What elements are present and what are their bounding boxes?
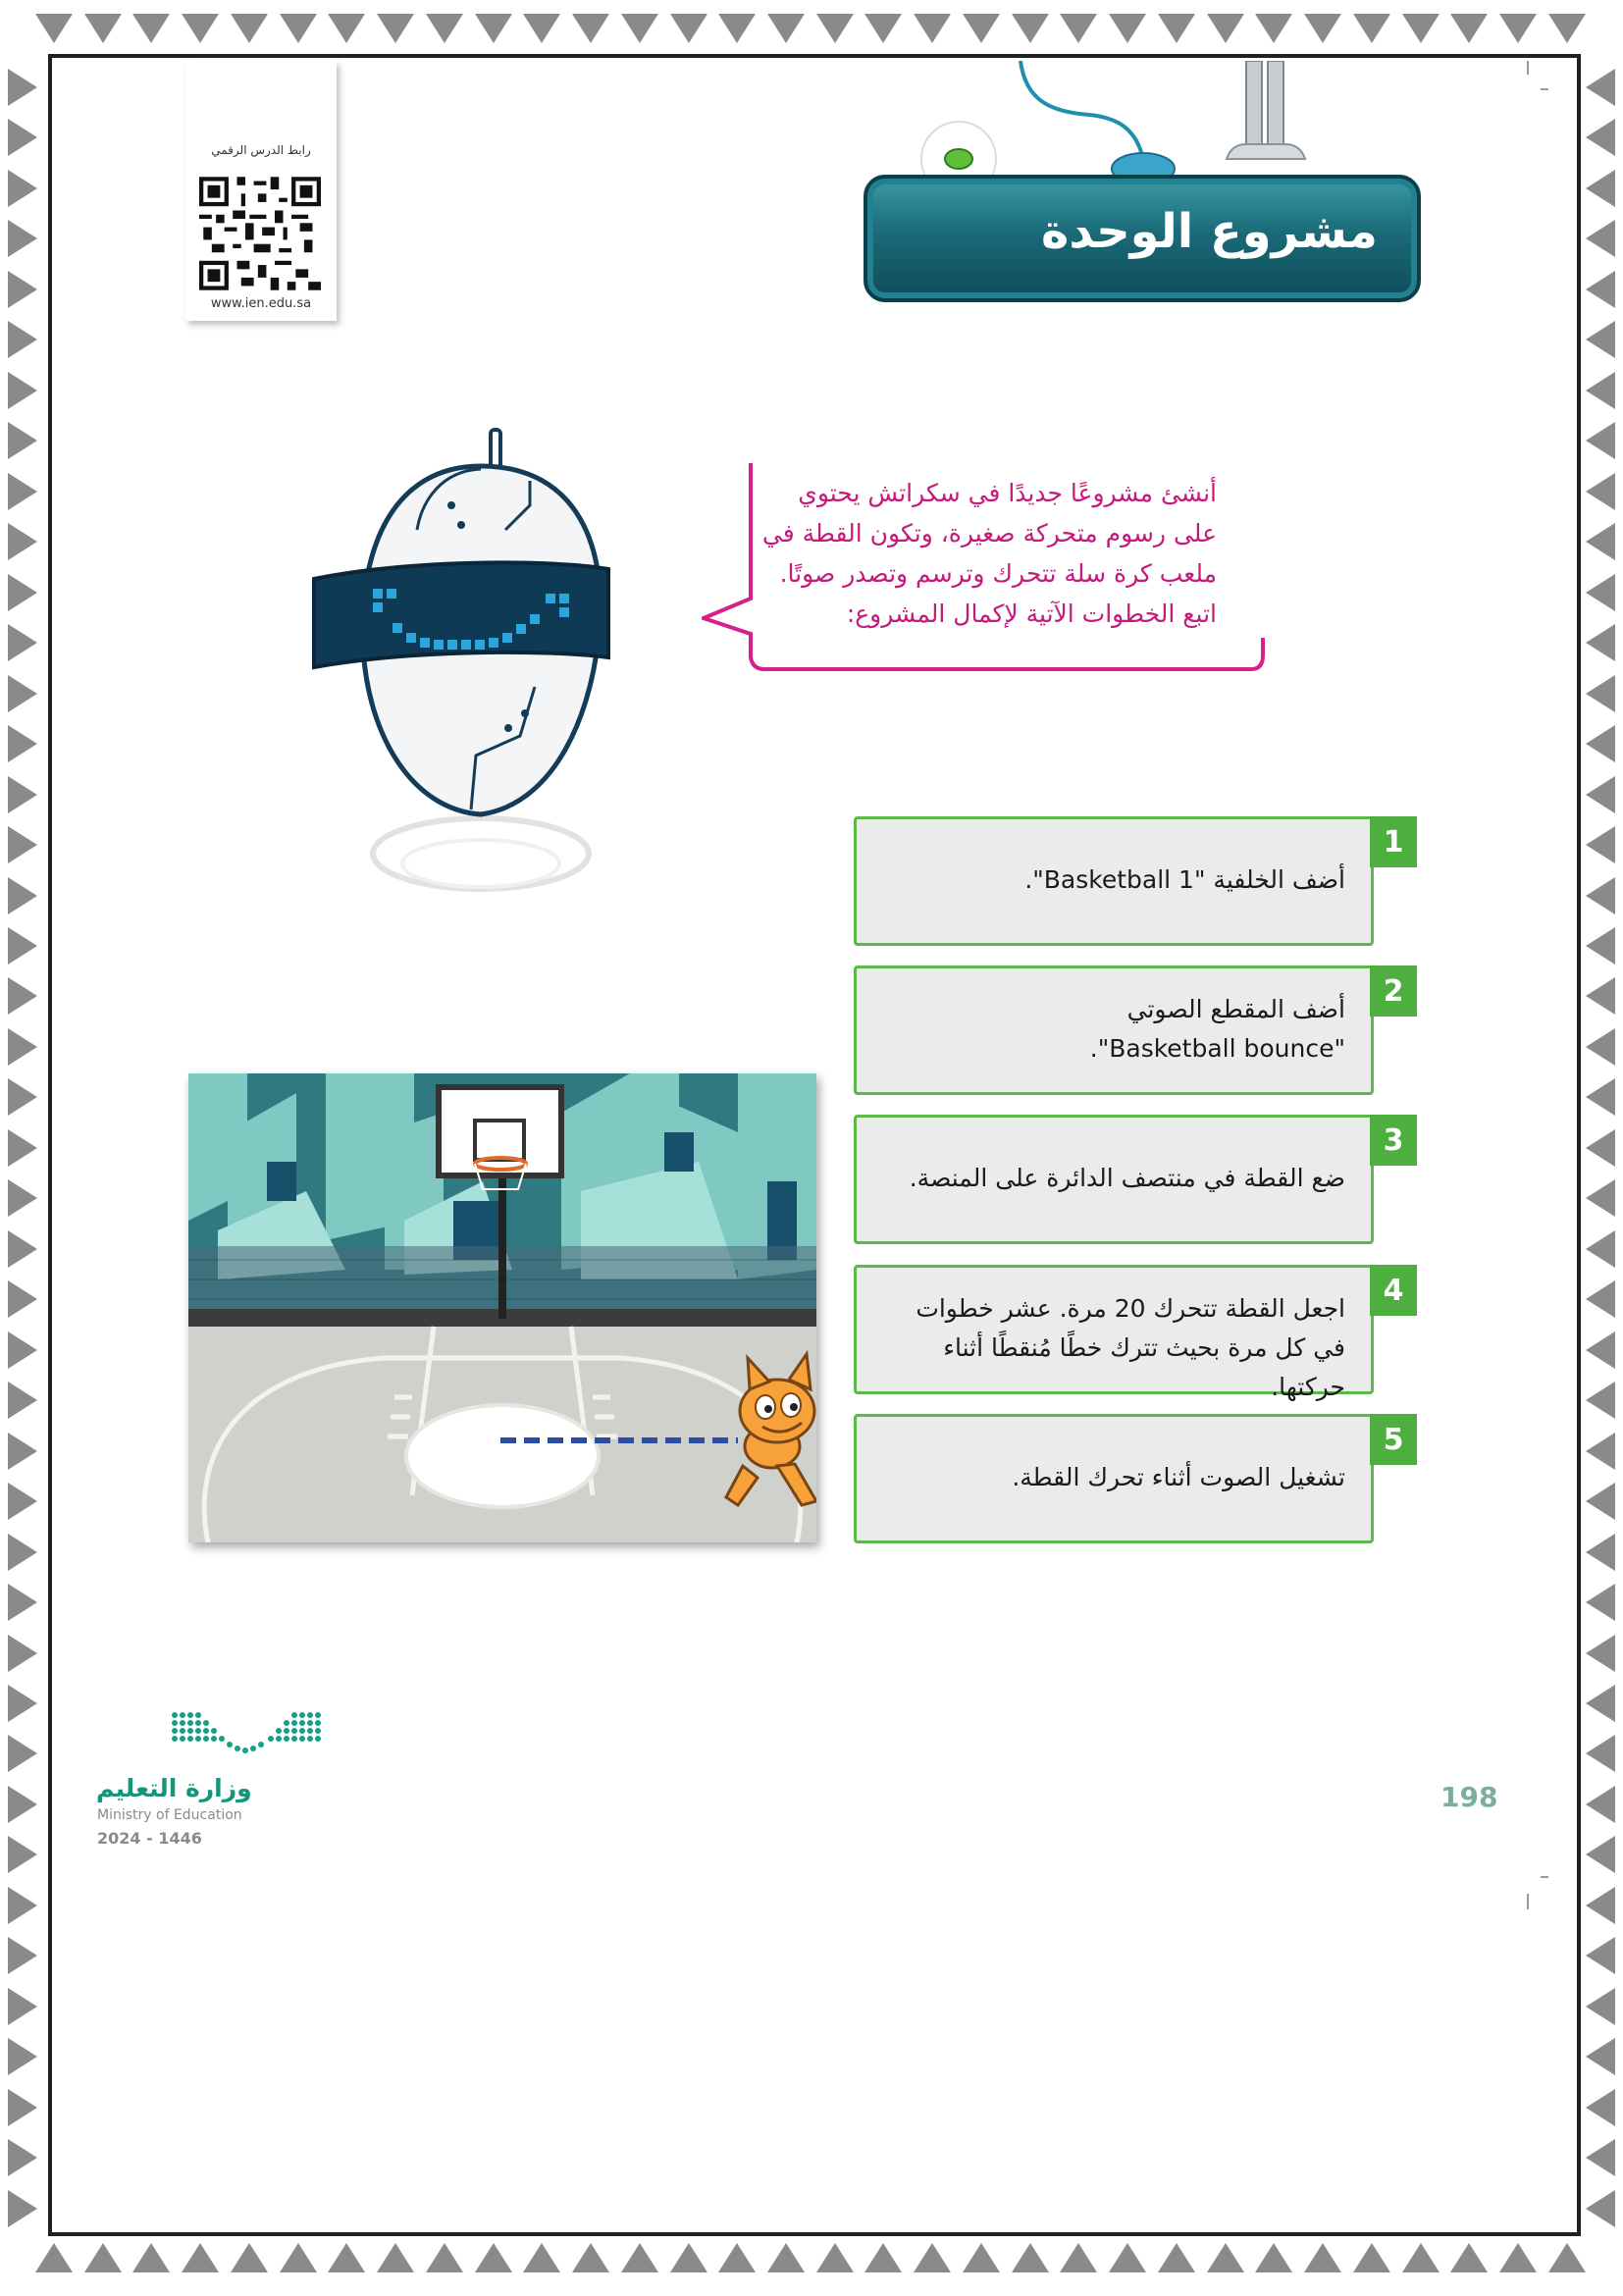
left-border-pattern	[8, 69, 37, 2227]
qr-card[interactable]	[185, 61, 337, 321]
ministry-logo-icon	[169, 1709, 326, 1760]
crop-mark	[1527, 1894, 1529, 1909]
page-number: 198	[1440, 1781, 1498, 1813]
step-4-box	[854, 1265, 1374, 1401]
banner-device-decoration	[903, 61, 1354, 188]
step-4-number: 4	[1370, 1265, 1417, 1316]
crop-mark	[1527, 61, 1529, 75]
step-2-number: 2	[1370, 965, 1417, 1017]
step-3-box	[854, 1115, 1374, 1244]
step-1-number: 1	[1370, 816, 1417, 867]
robot-illustration	[294, 422, 628, 932]
right-border-pattern	[1586, 69, 1615, 2227]
bottom-border-pattern	[35, 2243, 1586, 2272]
title-banner	[864, 175, 1421, 302]
edition-year: 2024 - 1446	[97, 1829, 202, 1848]
step-1-text: أضف الخلفية "Basketball 1".	[1024, 865, 1345, 894]
ministry-name-en: Ministry of Education	[97, 1807, 242, 1823]
step-3-number: 3	[1370, 1115, 1417, 1166]
step-5-text: تشغيل الصوت أثناء تحرك القطة.	[1012, 1463, 1345, 1491]
crop-mark	[1541, 1876, 1548, 1878]
intro-text: أنشئ مشروعًا جديدًا في سكراتش يحتوي على رسوم متحركة صغيرة، وتكون القطة في ملعب كرة سلة تتحرك وترسم وتصدر صوتًا. اتبع الخطوات الآتية لإكمال المشروع:	[761, 479, 1217, 628]
step-2-text: أضف المقطع الصوتي "Basketball bounce".	[1089, 995, 1345, 1063]
qr-url[interactable]: www.ien.edu.sa	[210, 296, 312, 311]
step-5-box	[854, 1414, 1374, 1543]
step-5-number: 5	[1370, 1414, 1417, 1465]
page-title: مشروع الوحدة	[1041, 204, 1378, 259]
crop-mark	[1541, 88, 1548, 90]
qr-code-icon[interactable]	[199, 177, 321, 290]
ministry-name-ar: وزارة التعليم	[96, 1774, 252, 1802]
top-border-pattern	[35, 14, 1586, 43]
qr-caption: رابط الدرس الرقمي	[211, 143, 311, 157]
step-2-box	[854, 965, 1374, 1095]
step-3-text: ضع القطة في منتصف الدائرة على المنصة.	[909, 1164, 1345, 1192]
scratch-stage-basketball-illustration	[188, 1073, 816, 1542]
step-4-text: اجعل القطة تتحرك 20 مرة. عشر خطوات في كل مرة بحيث تترك خطًا مُنقطًا أثناء حركتها.	[916, 1294, 1345, 1401]
step-1-box	[854, 816, 1374, 946]
